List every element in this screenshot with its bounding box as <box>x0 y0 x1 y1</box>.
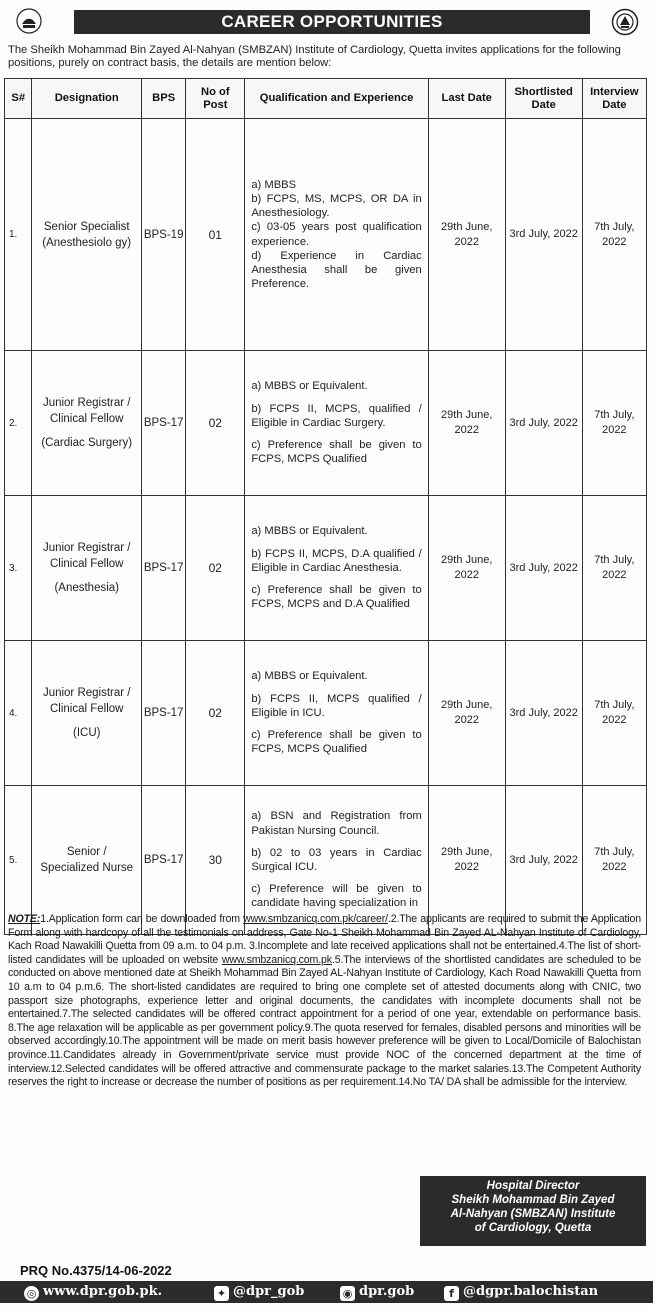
row-shortlisted-date: 3rd July, 2022 <box>505 351 582 496</box>
row-designation: Senior / Specialized Nurse <box>32 786 142 935</box>
row-designation <box>32 496 142 641</box>
row-sno: 2. <box>5 351 32 496</box>
intro-text: The Sheikh Mohammad Bin Zayed Al-Nahyan (SMBZAN) Institute of Cardiology, Quetta invites applications for the following positions, purely on contract basis, the details are mention below: <box>8 44 621 69</box>
row-interview-date: 7th July, 2022 <box>582 641 646 786</box>
col-qualification: Qualification and Experience <box>245 79 428 119</box>
qualification-item: b) 02 to 03 years in Cardiac Surgical ICU. <box>251 846 422 873</box>
row-bps: BPS-17 <box>142 786 186 935</box>
qualification-item: a) MBBS or Equivalent. <box>251 525 368 538</box>
designation-title: Junior Registrar / Clinical Fellow <box>42 687 131 715</box>
table-row <box>5 351 647 496</box>
row-qualification <box>245 119 428 351</box>
row-qualification <box>245 351 428 496</box>
row-last-date: 29th June, 2022 <box>428 496 505 641</box>
note-text: .5.The interviews of the shortlisted candidates are scheduled to be conducted on above mentioned date at Sheikh Mohammad Bin Zayed AL-Nahyan Institute of Cardiology, Kach Road Nawakilli Quetta from 10 a.m to 04 p.m.6. The short-listed candidates are required to bring one complete set of attested documents along with CNIC, two passport size photographs, experience letter and original documents, the candidates with incomplete documents shall not be entertained.7.The selected candidates will be offered contract appointment for a period of one year, extendable on performance basis. 8.The age relaxation will be applicable as per government policy.9.The quota reserved for females, disabled persons and minorities will be observed accordingly.10.The appointment will be made on merit basis however preference will be given to Local/Domicile of Balochistan province.11.Candidates already in Government/private service must provide NOC of the concerned department at the time of interview.12.Selected candidates will be offered attractive and commensurate package to the market salaries.13.The Competent Authority reserves the right to increase or decrease the number of positions as per requirement.14.No TA/ DA shall be admissible for the interview. <box>8 953 641 1089</box>
row-bps: BPS-17 <box>142 641 186 786</box>
col-designation: Designation <box>32 79 142 119</box>
designation-subtitle: (Cardiac Surgery) <box>41 437 133 449</box>
row-posts: 30 <box>186 786 245 935</box>
row-designation <box>32 641 142 786</box>
qualification-item: b) FCPS II, MCPS, D.A qualified / Eligible in Cardiac Anesthesia. <box>251 547 422 574</box>
row-shortlisted-date: 3rd July, 2022 <box>505 496 582 641</box>
table-row <box>5 496 647 641</box>
row-interview-date: 7th July, 2022 <box>582 351 646 496</box>
note-text: 1.Application form can be downloaded from <box>40 913 244 925</box>
prq-number: PRQ No.4375/14-06-2022 <box>20 1263 172 1278</box>
website-link[interactable]: www.smbzanicq.com.pk <box>221 953 332 966</box>
note-label: NOTE: <box>8 913 41 925</box>
government-seal-icon <box>611 8 639 36</box>
row-designation <box>32 351 142 496</box>
row-sno: 3. <box>5 496 32 641</box>
row-qualification <box>245 641 428 786</box>
footer-website[interactable] <box>24 1281 162 1303</box>
qualification-item: c) Preference shall be given to FCPS, MCPS Qualified <box>251 729 422 756</box>
signature-block <box>420 1176 646 1246</box>
col-last-date: Last Date <box>428 79 505 119</box>
designation-title: Junior Registrar / Clinical Fellow <box>42 397 131 425</box>
row-sno: 1. <box>5 119 32 351</box>
signature-line: Sheikh Mohammad Bin Zayed <box>451 1194 615 1206</box>
footer-facebook-text: @dgpr.balochistan <box>463 1284 599 1299</box>
row-shortlisted-date: 3rd July, 2022 <box>505 119 582 351</box>
qualification-item: b) FCPS II, MCPS, qualified / Eligible in Cardiac Surgery. <box>251 402 422 429</box>
qualification-item: a) BSN and Registration from Pakistan Nursing Council. <box>251 810 422 837</box>
designation-subtitle: (Anesthesia) <box>54 582 119 594</box>
designation-title: Junior Registrar / Clinical Fellow <box>42 542 131 570</box>
row-posts: 02 <box>186 641 245 786</box>
qualification-item: a) MBBS <box>251 178 297 191</box>
row-last-date: 29th June, 2022 <box>428 786 505 935</box>
footer-website-text: www.dpr.gob.pk. <box>43 1284 163 1299</box>
row-posts: 02 <box>186 496 245 641</box>
row-designation: Senior Specialist (Anesthesiolo gy) <box>32 119 142 351</box>
institute-logo-icon <box>16 8 42 34</box>
globe-icon: ◎ <box>24 1286 39 1301</box>
qualification-item: a) MBBS or Equivalent. <box>251 380 368 393</box>
qualification-item: c) Preference shall be given to FCPS, MCPS Qualified <box>251 439 422 466</box>
positions-table <box>4 78 647 935</box>
table-row <box>5 641 647 786</box>
col-shortlisted: Shortlisted Date <box>505 79 582 119</box>
row-sno: 4. <box>5 641 32 786</box>
col-sno: S# <box>5 79 32 119</box>
qualification-item: b) FCPS II, MCPS qualified / Eligible in ICU. <box>251 692 422 719</box>
qualification-item: b) FCPS, MS, MCPS, OR DA in Anesthesiology. <box>251 192 422 220</box>
row-bps: BPS-17 <box>142 496 186 641</box>
note-text: .2.The applicants are required to submit the Application Form along with hardcopy of all the testimonials on address, Gate No-1 Sheikh Mohammad Bin Zayed AL-Nahyan Institute of Cardiology, Kach Road Nawakilli Quetta from 09 a.m. to 04 p.m. 3.Incomplete and late received applications shall not be entertained.4.The list of short-listed candidates will be uploaded on website <box>8 913 641 966</box>
footer-instagram[interactable] <box>340 1281 414 1303</box>
footer-twitter-text: @dpr_gob <box>233 1284 305 1299</box>
instagram-icon: ◉ <box>340 1286 355 1301</box>
row-interview-date: 7th July, 2022 <box>582 496 646 641</box>
twitter-icon: ✦ <box>214 1286 229 1301</box>
row-interview-date: 7th July, 2022 <box>582 786 646 935</box>
qualification-item: c) Preference shall be given to FCPS, MCPS and D.A Qualified <box>251 584 422 611</box>
qualification-item: a) MBBS or Equivalent. <box>251 670 368 683</box>
footer-facebook[interactable] <box>444 1281 598 1303</box>
page-title: CAREER OPPORTUNITIES <box>74 10 590 34</box>
row-posts: 01 <box>186 119 245 351</box>
signature-line: Hospital Director <box>486 1180 580 1192</box>
row-last-date: 29th June, 2022 <box>428 641 505 786</box>
signature-line: of Cardiology, Quetta <box>474 1222 592 1234</box>
table-header-row <box>5 79 647 119</box>
footer-bar <box>0 1281 653 1303</box>
row-sno: 5. <box>5 786 32 935</box>
row-interview-date: 7th July, 2022 <box>582 119 646 351</box>
notes-section <box>8 913 641 1090</box>
signature-line: Al-Nahyan (SMBZAN) Institute <box>450 1208 616 1220</box>
qualification-item: c) Preference will be given to candidate having specialization in <box>251 883 422 910</box>
qualification-item: c) 03-05 years post qualification experience. <box>251 221 422 248</box>
row-bps: BPS-19 <box>142 119 186 351</box>
row-shortlisted-date: 3rd July, 2022 <box>505 641 582 786</box>
career-link[interactable]: www.smbzanicq.com.pk/career/ <box>243 913 388 925</box>
row-shortlisted-date: 3rd July, 2022 <box>505 786 582 935</box>
designation-subtitle: (ICU) <box>72 727 101 739</box>
facebook-icon: f <box>444 1286 459 1301</box>
row-posts: 02 <box>186 351 245 496</box>
table-row <box>5 119 647 351</box>
footer-twitter[interactable] <box>214 1281 304 1303</box>
qualification-item: d) Experience in Cardiac Anesthesia shall be given Preference. <box>251 249 422 291</box>
row-last-date: 29th June, 2022 <box>428 351 505 496</box>
col-posts: No of Post <box>186 79 245 119</box>
row-bps: BPS-17 <box>142 351 186 496</box>
row-last-date: 29th June, 2022 <box>428 119 505 351</box>
header <box>6 6 647 36</box>
col-bps: BPS <box>142 79 186 119</box>
row-qualification <box>245 496 428 641</box>
col-interview: Interview Date <box>582 79 646 119</box>
footer-instagram-text: dpr.gob <box>359 1284 415 1299</box>
